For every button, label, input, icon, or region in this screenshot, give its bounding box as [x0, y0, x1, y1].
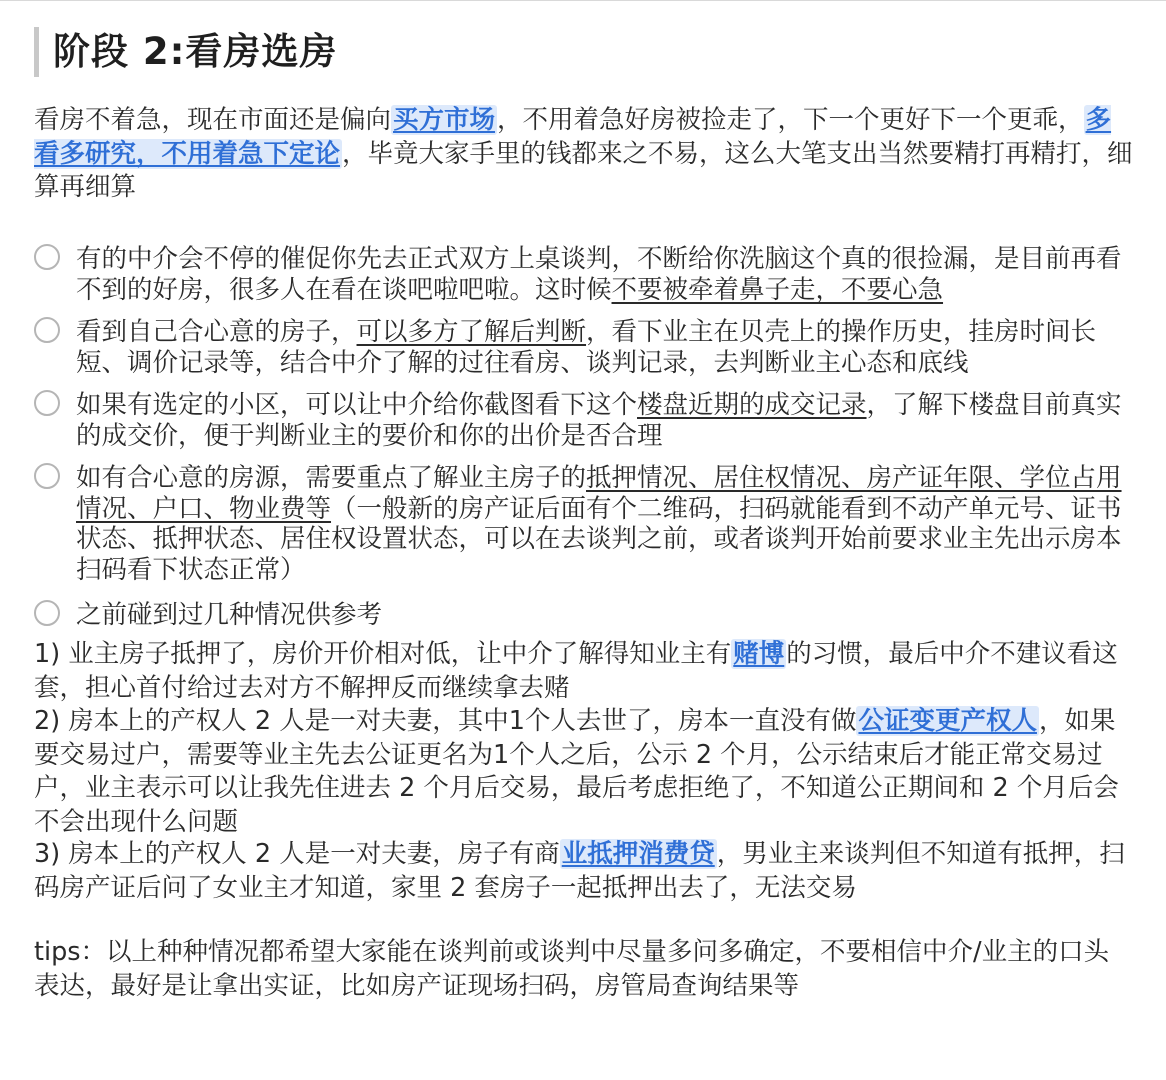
- todo-text: 之前碰到过几种情况供参考: [76, 600, 383, 630]
- intro-text-3: ，毕竟大家手里的钱都来之不易，这么大笔支出当然要精打再精打，细算再细算: [34, 138, 1133, 202]
- highlight-gambling[interactable]: 赌博: [733, 639, 785, 669]
- case-text: ，男业主来谈判但不知道有抵押，扫码房产证后问了女业主才知道，家里 2 套房子一起抵押出去了，无法交易: [34, 839, 1125, 903]
- todo-text: 有的中介会不停的催促你先去正式双方上桌谈判，不断给你洗脑这个真的很捡漏，是目前再看不到的好房，很多人在看在谈吧啦吧啦。这时候: [76, 244, 1122, 305]
- highlight-research-more[interactable]: 多看多研究，不用着急下定论: [34, 105, 1112, 169]
- todo-text-end: ，看下业主在贝壳上的操作历史，挂房时间长短、调价记录等，结合中介了解的过往看房、谈判记录，去判断业主心态和底线: [76, 317, 1097, 378]
- todo-text-end: ，了解下楼盘目前真实的成交价，便于判断业主的要价和你的出价是否合理: [76, 390, 1122, 451]
- checkbox-circle[interactable]: [34, 244, 60, 270]
- checkbox-circle[interactable]: [34, 463, 60, 489]
- todo-text: 如有合心意的房源，需要重点了解业主房子的: [76, 463, 587, 493]
- intro-text-2: ，不用着急好房被捡走了，下一个更好下一个更乖，: [497, 105, 1084, 135]
- todo-text: 看到自己合心意的房子，: [76, 317, 357, 347]
- checkbox-circle[interactable]: [34, 600, 60, 626]
- tips-paragraph: tips：以上种种情况都希望大家能在谈判前或谈判中尽量多问多确定，不要相信中介/业主的口头表达，最好是让拿出实证，比如房产证现场扫码，房管局查询结果等: [34, 937, 1110, 1001]
- case-1: [34, 638, 1134, 705]
- todo-item: [34, 244, 1124, 305]
- todo-item: [34, 600, 1124, 631]
- intro-paragraph: [34, 104, 1134, 205]
- case-text: 1) 业主房子抵押了，房价开价相对低，让中介了解得知业主有: [34, 639, 732, 669]
- case-2: [34, 705, 1134, 839]
- highlight-buyers-market[interactable]: 买方市场: [393, 105, 496, 135]
- intro-text-1: 看房不着急，现在市面还是偏向: [34, 105, 392, 135]
- todo-underlined-text: 楼盘近期的成交记录: [637, 390, 867, 420]
- todo-item: [34, 390, 1124, 451]
- case-3: [34, 838, 1134, 905]
- todo-underlined-text: 抵押情况、居住权情况、房产证年限、学位占用情况、户口、物业费等: [76, 463, 1122, 524]
- highlight-notary-change[interactable]: 公证变更产权人: [858, 706, 1037, 736]
- highlight-mortgage-loan[interactable]: 业抵押消费贷: [561, 839, 715, 869]
- checkbox-circle[interactable]: [34, 317, 60, 343]
- todo-underlined-text: 不要被牵着鼻子走，不要心急: [611, 274, 944, 305]
- todo-underlined-text: 可以多方了解后判断: [356, 317, 587, 347]
- case-text: ，如果要交易过户，需要等业主先去公证更名为1个人之后，公示 2 个月，公示结束后才能正常交易过户，业主表示可以让我先住进去 2 个月后交易，最后考虑拒绝了，不知道公正期间和 2 个月后会不会出现什么问题: [34, 706, 1119, 837]
- case-text: 的习惯，最后中介不建议看这套，担心首付给过去对方不解押反而继续拿去赌: [34, 639, 1118, 703]
- case-text: 2) 房本上的产权人 2 人是一对夫妻，其中1个人去世了，房本一直没有做: [34, 706, 857, 736]
- todo-item: [34, 463, 1124, 585]
- todo-text: 如果有选定的小区，可以让中介给你截图看下这个: [76, 390, 638, 420]
- todo-item: [34, 317, 1124, 378]
- case-text: 3) 房本上的产权人 2 人是一对夫妻，房子有商: [34, 839, 560, 869]
- checkbox-circle[interactable]: [34, 390, 60, 416]
- page-title: 阶段 2:看房选房: [34, 27, 337, 77]
- todo-text-end: （一般新的房产证后面有个二维码，扫码就能看到不动产单元号、证书状态、抵押状态、居住权设置状态，可以在去谈判之前，或者谈判开始前要求业主先出示房本扫码看下状态正常）: [76, 493, 1122, 585]
